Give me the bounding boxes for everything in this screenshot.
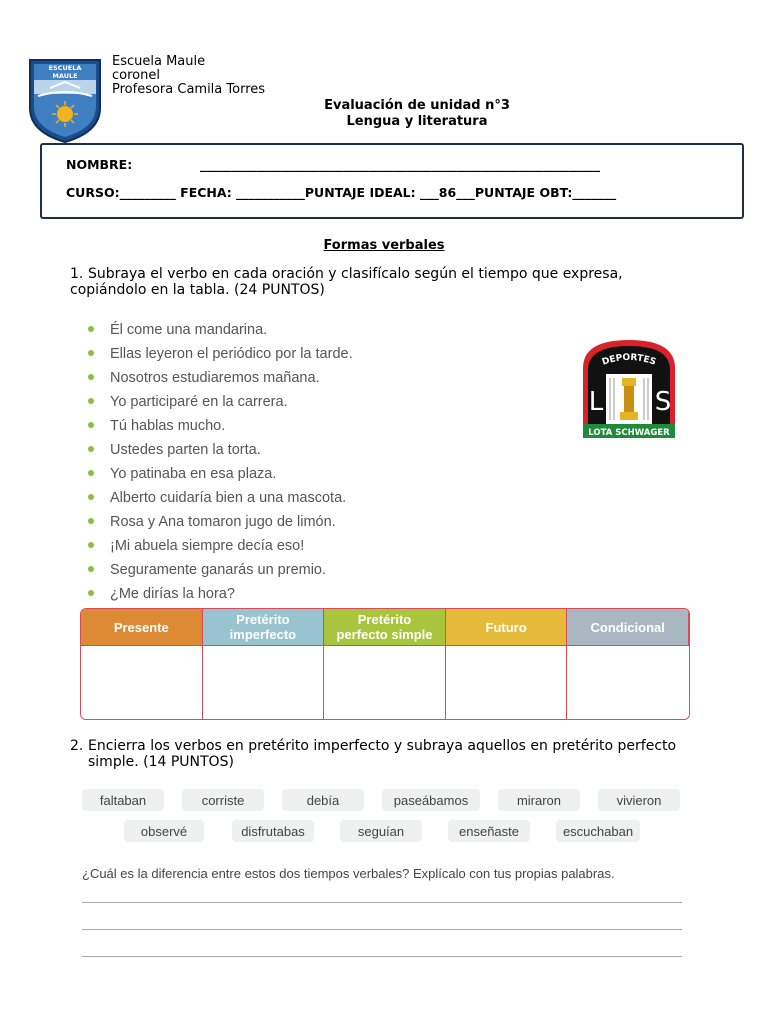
bullet-icon	[88, 446, 94, 452]
tense-classification-table	[80, 608, 690, 720]
list-item[interactable]	[88, 392, 353, 416]
sentence-text[interactable]: Alberto cuidaría bien a una mascota.	[110, 490, 347, 506]
teacher-name: Profesora Camila Torres	[112, 82, 266, 97]
bullet-icon	[88, 590, 94, 596]
sentence-text[interactable]: Rosa y Ana tomaron jugo de limón.	[110, 514, 336, 530]
bullet-icon	[88, 566, 94, 572]
list-item[interactable]	[88, 536, 353, 560]
school-logo-text-top: ESCUELA	[48, 64, 82, 72]
table-header-presente: Presente	[81, 609, 203, 645]
list-item[interactable]	[88, 488, 353, 512]
question-1-number: 1.	[70, 266, 84, 282]
bullet-icon	[88, 422, 94, 428]
sports-logo-right-letter: S	[654, 387, 672, 417]
bullet-icon	[88, 326, 94, 332]
sentence-text[interactable]: Tú hablas mucho.	[110, 418, 226, 434]
sentence-text[interactable]: Yo participaré en la carrera.	[110, 394, 288, 410]
bullet-icon	[88, 470, 94, 476]
table-cell-preterito-imperfecto[interactable]	[203, 645, 325, 719]
nombre-blank[interactable]: ________________________________________________________________	[200, 157, 600, 172]
table-cell-presente[interactable]	[81, 645, 203, 719]
word-chip[interactable]: vivieron	[598, 789, 680, 811]
word-chip[interactable]: faltaban	[82, 789, 164, 811]
word-chip[interactable]: disfrutabas	[232, 820, 314, 842]
word-chip[interactable]: miraron	[498, 789, 580, 811]
bullet-icon	[88, 350, 94, 356]
list-item[interactable]	[88, 416, 353, 440]
sports-logo-left-letter: L	[588, 387, 604, 417]
sentence-text[interactable]: ¿Me dirías la hora?	[110, 586, 235, 602]
bullet-icon	[88, 398, 94, 404]
list-item[interactable]	[88, 368, 353, 392]
word-chip[interactable]: escuchaban	[556, 820, 640, 842]
word-chip[interactable]: debía	[282, 789, 364, 811]
question-2-number: 2.	[70, 738, 84, 754]
sports-club-logo	[580, 338, 678, 442]
evaluation-title	[0, 98, 768, 130]
list-item[interactable]	[88, 584, 353, 608]
sentence-text[interactable]: Nosotros estudiaremos mañana.	[110, 370, 320, 386]
table-header-condicional: Condicional	[567, 609, 689, 645]
question-1-text: Subraya el verbo en cada oración y clasifícalo según el tiempo que expresa, copiándolo en la tabla. (24 PUNTOS)	[70, 266, 623, 298]
sentence-text[interactable]: Seguramente ganarás un premio.	[110, 562, 327, 578]
word-chip[interactable]: paseábamos	[382, 789, 480, 811]
evaluation-title-line1: Evaluación de unidad n°3	[324, 98, 510, 113]
list-item[interactable]	[88, 440, 353, 464]
table-header-preterito-imperfecto: Pretérito imperfecto	[203, 609, 325, 645]
bullet-icon	[88, 518, 94, 524]
sentence-text[interactable]: Yo patinaba en esa plaza.	[110, 466, 277, 482]
curso-fecha-puntaje-line[interactable]: CURSO:_________ FECHA: ___________PUNTAJE IDEAL: ___86___PUNTAJE OBT:_______	[66, 185, 617, 200]
bullet-icon	[88, 494, 94, 500]
bullet-icon	[88, 374, 94, 380]
nombre-field[interactable]	[66, 157, 600, 172]
sports-logo-bottom-text: LOTA SCHWAGER	[588, 428, 670, 438]
table-cell-condicional[interactable]	[567, 645, 689, 719]
word-row-2	[124, 820, 640, 842]
word-chip[interactable]: corriste	[182, 789, 264, 811]
student-info-box	[40, 143, 744, 219]
table-cell-preterito-perfecto-simple[interactable]	[324, 645, 446, 719]
list-item[interactable]	[88, 560, 353, 584]
sentence-list	[88, 320, 353, 608]
table-header-preterito-perfecto-simple: Pretérito perfecto simple	[324, 609, 446, 645]
question-2	[70, 738, 730, 770]
word-chip[interactable]: enseñaste	[448, 820, 530, 842]
sentence-text[interactable]: Ellas leyeron el periódico por la tarde.	[110, 346, 353, 362]
evaluation-title-line2: Lengua y literatura	[346, 114, 488, 129]
sentence-text[interactable]: Ustedes parten la torta.	[110, 442, 261, 458]
list-item[interactable]	[88, 464, 353, 488]
answer-line[interactable]	[82, 956, 682, 957]
section-title: Formas verbales	[323, 238, 445, 253]
question-1	[70, 266, 690, 298]
word-chip[interactable]: seguían	[340, 820, 422, 842]
school-logo-text-bottom: MAULE	[52, 72, 78, 80]
list-item[interactable]	[88, 320, 353, 344]
bullet-icon	[88, 542, 94, 548]
sports-logo-top-text: DEPORTES	[600, 352, 658, 368]
answer-line[interactable]	[82, 929, 682, 930]
list-item[interactable]	[88, 344, 353, 368]
question-2-text: Encierra los verbos en pretérito imperfecto y subraya aquellos en pretérito perfecto simple. (14 PUNTOS)	[88, 738, 677, 770]
sentence-text[interactable]: Él come una mandarina.	[110, 322, 268, 338]
difference-question: ¿Cuál es la diferencia entre estos dos tiempos verbales? Explícalo con tus propias palabras.	[82, 866, 615, 881]
nombre-label: NOMBRE:	[66, 157, 133, 172]
list-item[interactable]	[88, 512, 353, 536]
answer-line[interactable]	[82, 902, 682, 903]
school-info	[112, 55, 265, 97]
sentence-text[interactable]: ¡Mi abuela siempre decía eso!	[110, 538, 305, 554]
school-city: coronel	[112, 68, 160, 83]
school-name: Escuela Maule	[112, 54, 206, 69]
word-row-1	[82, 789, 680, 811]
word-chip[interactable]: observé	[124, 820, 204, 842]
table-cell-futuro[interactable]	[446, 645, 568, 719]
table-header-futuro: Futuro	[446, 609, 568, 645]
